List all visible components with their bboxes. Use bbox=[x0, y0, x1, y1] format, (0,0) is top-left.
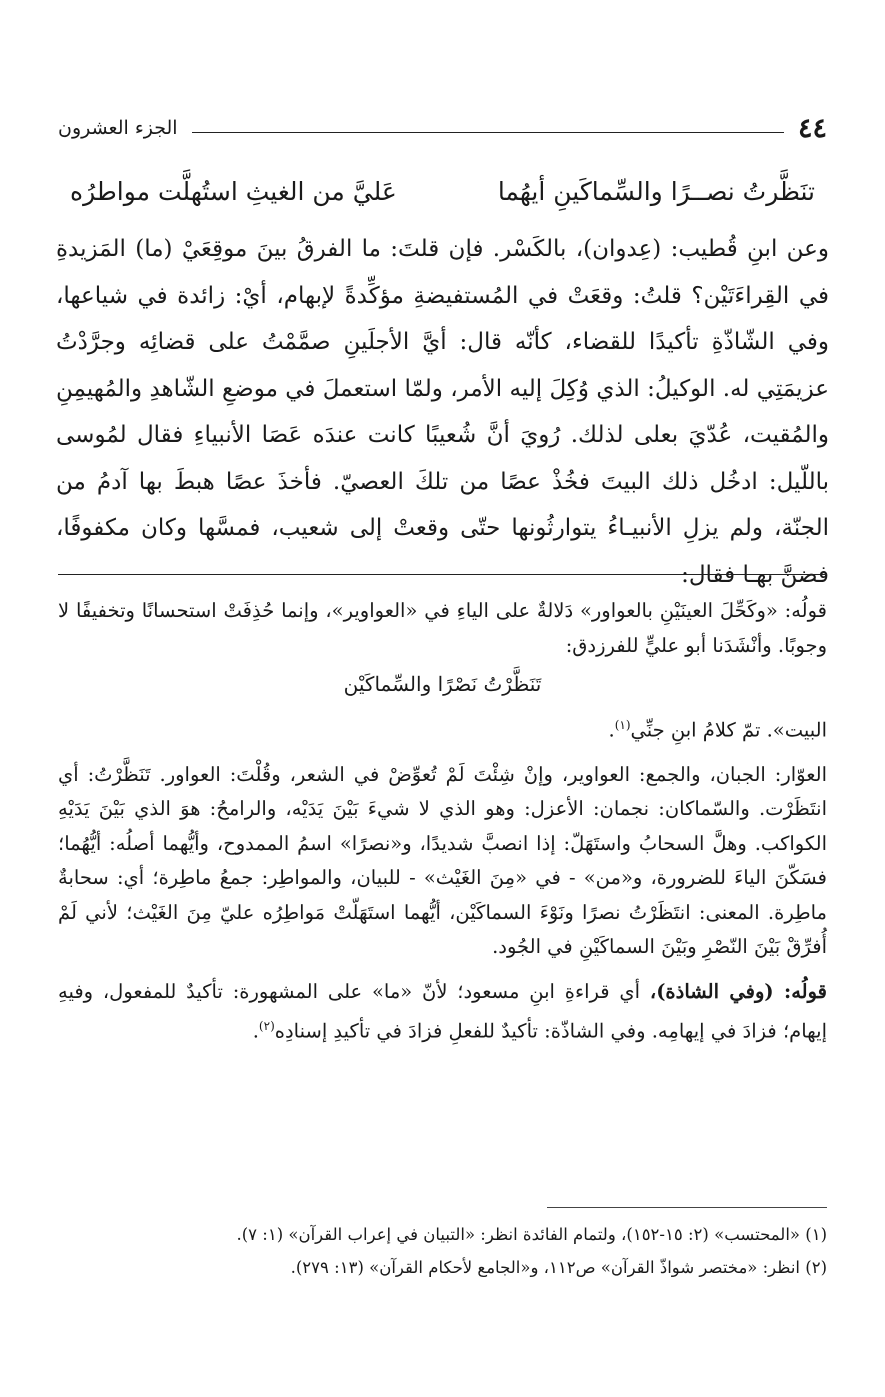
commentary-paragraph-3 bbox=[58, 975, 827, 1050]
running-header bbox=[58, 108, 827, 148]
page-number: ٤٤ bbox=[797, 112, 827, 144]
footnote-ref-1: (١) bbox=[614, 717, 631, 732]
header-rule bbox=[192, 132, 784, 133]
commentary-paragraph-1: قولُه: «وكَحِّلَ العينَيْنِ بالعواور» دَلالةٌ على الياءِ في «العواوير»، وإنما حُذِفَتْ استحسانًا وتخفيفًا لا وجوبًا. وأنْشَدَنا أبو عليٍّ للفرزدق: bbox=[58, 599, 827, 657]
section-divider bbox=[58, 574, 827, 575]
footnote-rule bbox=[547, 1207, 827, 1208]
footnote-1: (١) «المحتسب» (٢: ١٥-١٥٢)، ولتمام الفائدة انظر: «التبيان في إعراب القرآن» (١: ٧). bbox=[236, 1225, 827, 1244]
commentary-quoted-verse: تَنَظَّرْتُ نَصْرًا والسِّماكَيْن bbox=[343, 672, 542, 696]
verse-hemistich-first: تنَظَّرتُ نصــرًا والسِّماكَينِ أيهُما bbox=[497, 176, 815, 206]
commentary-paragraph-1-end bbox=[58, 708, 827, 748]
commentary-lead: قولُه: (وفي الشاذة)، bbox=[649, 979, 828, 1003]
period: . bbox=[252, 1019, 259, 1043]
main-text bbox=[56, 226, 829, 598]
paragraph-gap bbox=[58, 965, 827, 975]
poetry-verse bbox=[70, 168, 815, 214]
footnote-2: (٢) انظر: «مختصر شواذّ القرآن» ص١١٢، و«الجامع لأحكام القرآن» (١٣: ٢٧٩). bbox=[290, 1258, 827, 1277]
main-paragraph: وعن ابنِ قُطيب: (عِدوان)، بالكَسْر. فإن قلتَ: ما الفرقُ بينَ موقِعَيْ (ما) المَزيدةِ في القِراءَتَيْن؟ قلتُ: وقعَتْ في المُستفيضةِ مؤكِّدةً لإبهام، أيْ: زائدة في شياعها، وفي الشّاذّةِ تأكيدًا للقضاء، كأنّه قال: أيَّ الأجلَينِ صمَّمْتُ على قضائِه وجرَّدْتُ عزيمَتِي له. الوكيلُ: الذي وُكِلَ إليه الأمر، ولمّا استعملَ في موضعِ الشّاهدِ والمُهيمِنِ والمُقيت، عُدّيَ بعلى لذلك. رُويَ أنَّ شُعيبًا كانت عندَه عَصَا الأنبياءِ فقال لمُوسى باللّيل: ادخُل ذلك البيتَ فخُذْ عصًا من تلكَ العصيّ. فأخذَ عصًا هبطَ بها آدمُ من الجنّة، ولم يزلِ الأنبيـاءُ يتوارثُونها حتّى وقعتْ إلى شعيب، فمسَّها وكان مكفوفًا، فضنَّ بهـا فقال: bbox=[56, 236, 829, 588]
period: . bbox=[608, 718, 615, 741]
commentary-paragraph-2: العوّار: الجبان، والجمع: العواوير، وإنْ شِئْتَ لَمْ تُعوِّضْ في الشعر، وقُلْتَ: العواور. تَنَظَّرْتُ: أي انتَظَرْت. والسّماكان: نجمان: الأعزل: وهو الذي لا شيءَ بَيْنَ يَدَيْه، والرامحُ: هوَ الذي بَيْنَ يَدَيْهِ الكواكب. وهلَّ السحابُ واستَهَلّ: إذا انصبَّ شديدًا، و«نصرًا» اسمُ الممدوح، وأيُّهما أصلُه: أيُّهُما؛ فسَكّنَ الياءَ للضرورة، و«من» - في «مِنَ الغَيْث» - للبيان، والمواطِر: جمعُ ماطِرة؛ أي: سحابةٌ ماطِرة. المعنى: انتَظَرْتُ نصرًا ونَوْءَ السماكَيْن، أيُّهما استَهَلّتْ مَواطِرُه عليّ مِنَ الغَيْث؛ لأني لَمْ أُفرِّقْ بَيْنَ النّصْرِ وبَيْنَ السماكَيْنِ في الجُود. bbox=[58, 762, 827, 958]
commentary-text: أي قراءةِ ابنِ مسعود؛ لأنّ «ما» على المشهورة: تأكيدٌ للمفعول، وفيهِ إيهام؛ فزادَ في إيهامِه. وفي الشاذّة: تأكيدٌ للفعلِ فزادَ في تأكيدِ إسنادِه bbox=[58, 979, 827, 1043]
verse-hemistich-second: عَليَّ من الغيثِ استُهلَّت مواطرُه bbox=[70, 176, 397, 206]
commentary-section bbox=[58, 594, 827, 1049]
footnotes bbox=[58, 1218, 827, 1284]
footnote-ref-2: (٢) bbox=[258, 1019, 275, 1033]
part-title: الجزء العشرون bbox=[58, 117, 178, 139]
commentary-text: البيت». تمّ كلامُ ابنِ جنِّي bbox=[630, 718, 827, 741]
paragraph-gap bbox=[58, 748, 827, 758]
